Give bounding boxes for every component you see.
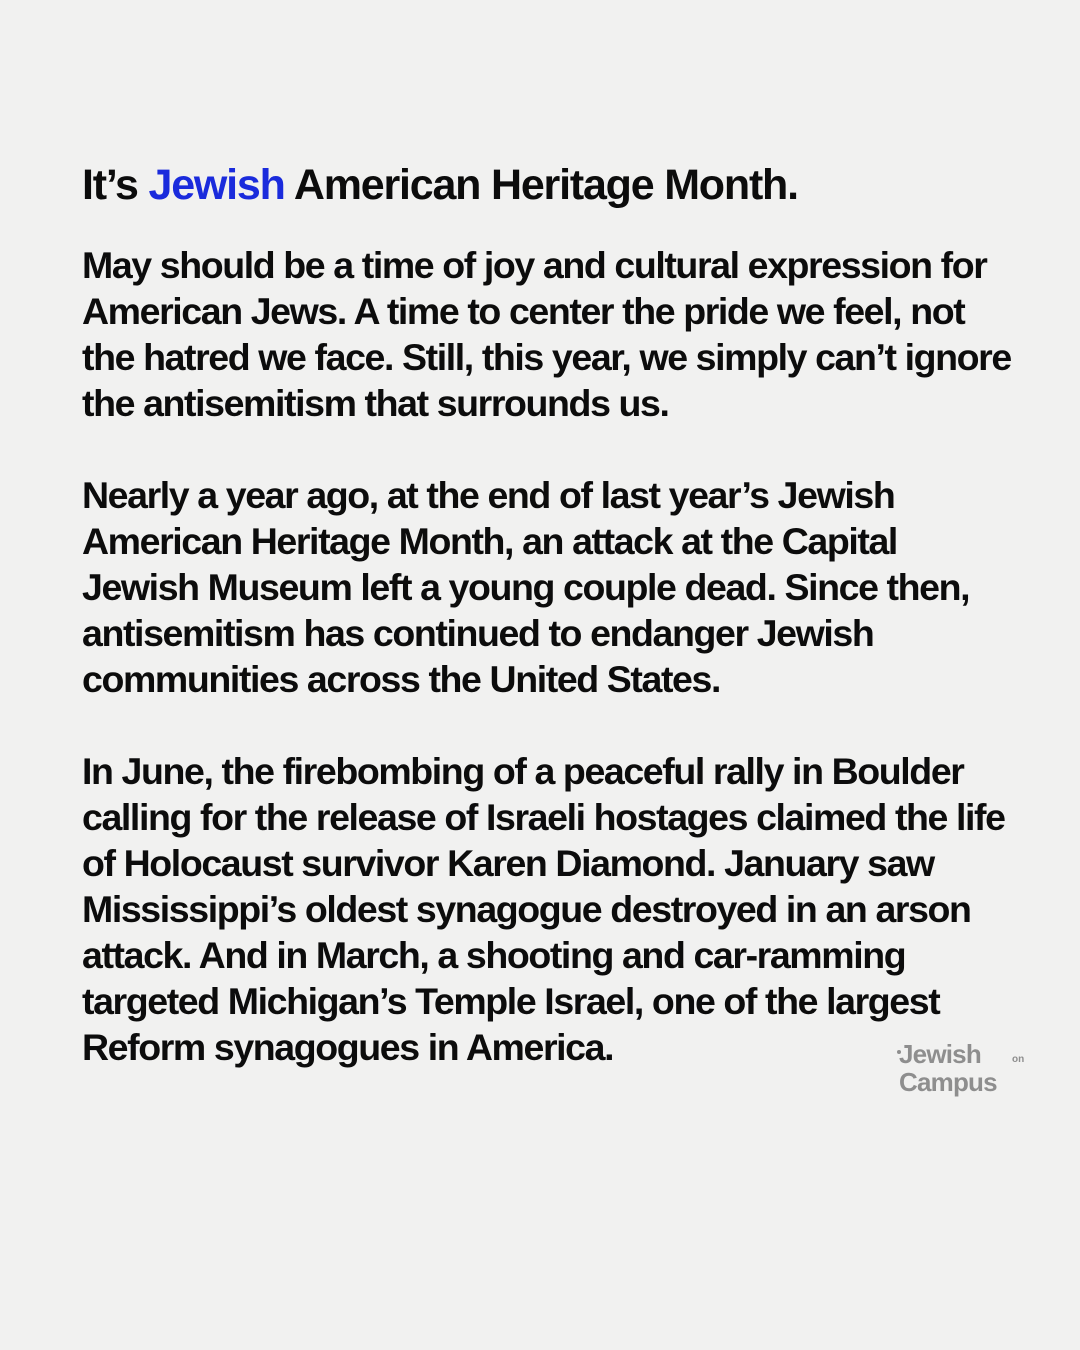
paragraph-incidents: In June, the firebombing of a peaceful rally in Boulder calling for the release of Israeli hostages claimed the life of Holocaust survivor Karen Diamond. January saw Mississippi’s oldest synagogue destroyed in an arson attack. And in March, a shooting and car-ramming targeted Michigan’s Temple Israel, one of the largest Reform synagogues in America. (82, 750, 1005, 1068)
paragraph-museum-attack: Nearly a year ago, at the end of last year’s Jewish American Heritage Month, an attack at the Capital Jewish Museum left a young couple dead. Since then, antisemitism has continued to endanger Jewish communities across the United States. (82, 474, 970, 700)
jewish-on-campus-logo (897, 1040, 1037, 1104)
logo-word-jewish: Jewish (899, 1039, 981, 1069)
headline-accent-word: Jewish (148, 161, 285, 209)
post-content (82, 156, 1012, 1070)
logo-word-on: on (1012, 1054, 1025, 1065)
headline-suffix: American Heritage Month. (284, 161, 798, 209)
paragraph-intro: May should be a time of joy and cultural expression for American Jews. A time to center the pride we feel, not the hatred we face. Still, this year, we simply can’t ignore the antisemitism that surrounds us. (82, 244, 1011, 424)
headline-prefix: It’s (82, 161, 149, 209)
logo-word-campus: Campus (899, 1067, 997, 1097)
headline (82, 156, 1012, 214)
